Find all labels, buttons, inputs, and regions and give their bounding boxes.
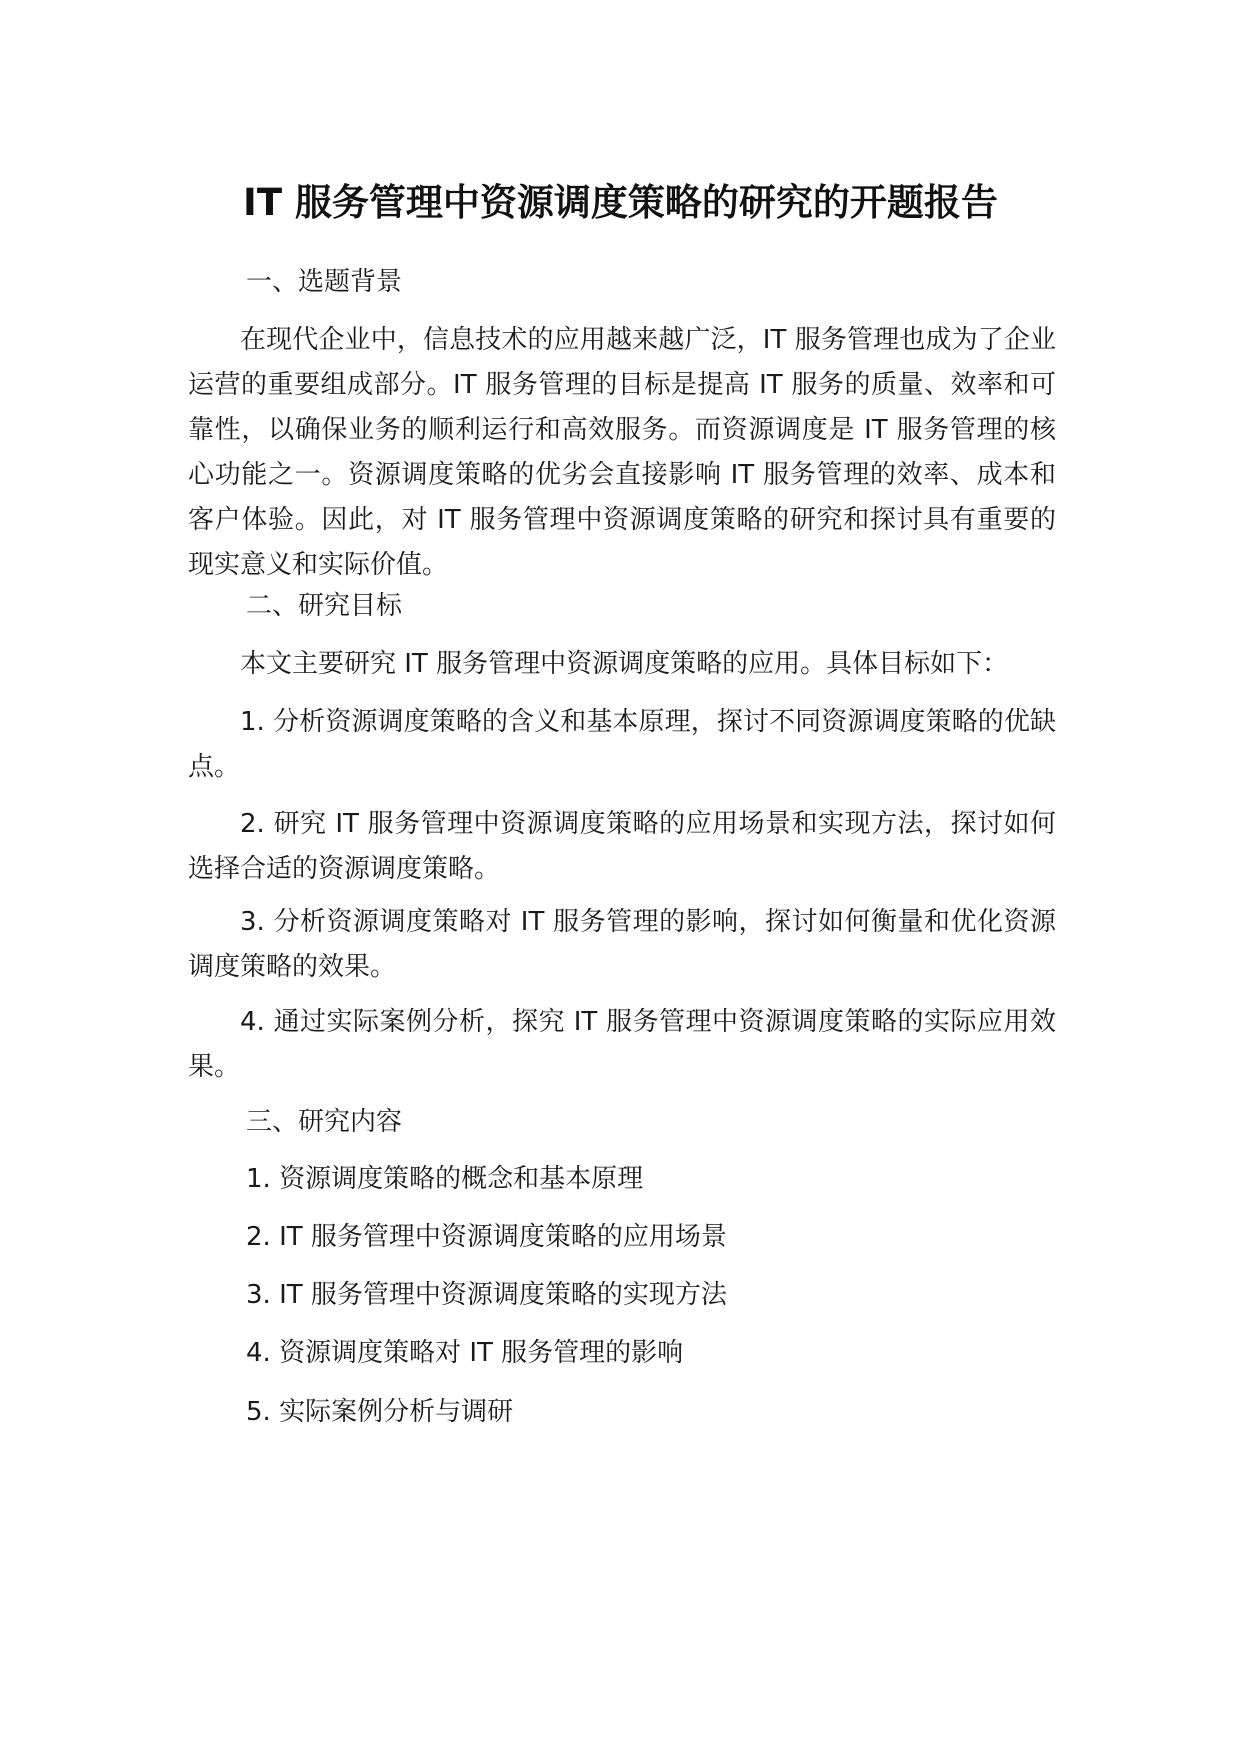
- content-item-1: 1. 资源调度策略的概念和基本原理: [246, 1164, 644, 1194]
- section-heading-content: 三、研究内容: [246, 1107, 403, 1137]
- section-heading-background: 一、选题背景: [246, 267, 403, 297]
- goal-item-4: 4. 通过实际案例分析，探究 IT 服务管理中资源调度策略的实际应用效果。: [188, 1007, 1056, 1082]
- paragraph-background: 在现代企业中，信息技术的应用越来越广泛，IT 服务管理也成为了企业运营的重要组成部分。IT 服务管理的目标是提高 IT 服务的质量、效率和可靠性，以确保业务的顺利运行和高效服务。而资源调度是 IT 服务管理的核心功能之一。资源调度策略的优劣会直接影响 IT 服务管理的效率、成本和客户体验。因此，对 IT 服务管理中资源调度策略的研究和探讨具有重要的现实意义和实际价值。: [188, 325, 1056, 580]
- content-item-3: 3. IT 服务管理中资源调度策略的实现方法: [246, 1280, 727, 1310]
- content-item-4: 4. 资源调度策略对 IT 服务管理的影响: [246, 1338, 684, 1368]
- content-item-5: 5. 实际案例分析与调研: [246, 1397, 514, 1427]
- paragraph-goals-intro: 本文主要研究 IT 服务管理中资源调度策略的应用。具体目标如下：: [240, 649, 1009, 679]
- content-item-2: 2. IT 服务管理中资源调度策略的应用场景: [246, 1222, 727, 1252]
- goal-item-2: 2. 研究 IT 服务管理中资源调度策略的应用场景和实现方法，探讨如何选择合适的资源调度策略。: [188, 809, 1056, 884]
- section-heading-goals: 二、研究目标: [246, 591, 403, 621]
- goal-item-3: 3. 分析资源调度策略对 IT 服务管理的影响，探讨如何衡量和优化资源调度策略的效果。: [188, 907, 1056, 982]
- goal-item-1: 1. 分析资源调度策略的含义和基本原理，探讨不同资源调度策略的优缺点。: [188, 707, 1056, 782]
- document-title: IT 服务管理中资源调度策略的研究的开题报告: [243, 181, 998, 224]
